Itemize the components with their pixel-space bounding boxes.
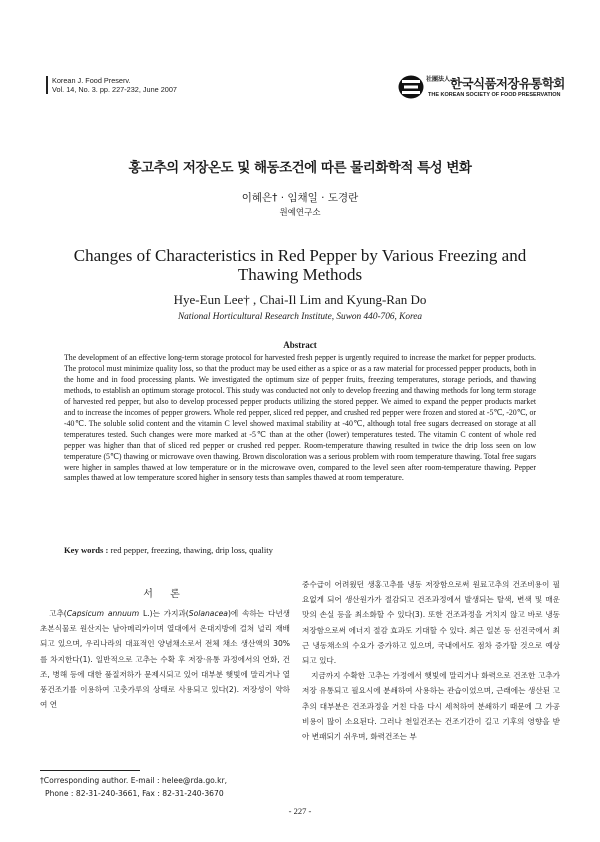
footnote-phone: Phone : 82-31-240-3661, Fax : 82-31-240-3670 (45, 788, 224, 798)
right-paragraph-1: 중수급이 어려웠던 생홍고추를 냉동 저장함으로써 원료고추의 건조비용이 필요없게 되어 생산원가가 절감되고 건조과정에서 발생되는 탈색, 변색 및 매운맛의 손실 등을 최소화할 수 있다(3). 또한 건조과정을 거치지 않고 바로 냉동저장함으로써 에너지 절감 효과도 기대할 수 있다. 최근 일본 등 선진국에서 최근 냉동채소의 수요가 증가하고 있으며, 국내에서도 점차 증가할 것으로 예상되고 있다. (302, 580, 560, 666)
korean-authors: 이혜은† · 임채일 · 도경란 (241, 192, 359, 204)
page-number: - 227 - (288, 806, 312, 816)
section-heading-introduction: 서 론 (143, 589, 187, 600)
english-title-line1: Changes of Characteristics in Red Pepper by Various Freezing and (73, 246, 527, 265)
society-korean-name (426, 74, 565, 92)
abstract-heading: Abstract (283, 340, 317, 350)
footnote (40, 775, 295, 800)
society-logo-icon (398, 75, 424, 99)
footnote-divider (40, 770, 140, 771)
korean-affiliation: 원예연구소 (279, 208, 321, 218)
journal-volume: Vol. 14, No. 3. pp. 227-232, June 2007 (52, 85, 177, 94)
english-authors: Hye-Eun Lee† , Chai-Il Lim and Kyung-Ran Do (173, 292, 427, 307)
right-paragraph-2: 지금까지 수확한 고추는 가정에서 햇빛에 말리거나 화력으로 건조한 고추가 저장 유통되고 필요시에 분쇄하여 사용하는 관습이었으며, 근래에는 생산된 고추의 대부분은 건조과정을 거친 다음 다시 세척하여 분쇄하기 때문에 그 가공비용이 많이 소요된다. 그러나 천일건조는 건조기간이 길고 기후의 영향을 받아 변패되기 쉬우며, 화력건조는 부 (302, 671, 560, 742)
english-title-line2: Thawing Methods (237, 265, 363, 284)
keywords (64, 545, 536, 555)
journal-citation (46, 76, 177, 94)
abstract-body: The development of an effective long-term storage protocol for harvested fresh pepper is urgently required to increase the market for pepper products. The protocol must minimize quality loss, so that the product may be used either as a spice or as a raw material for processed pepper products, both in the home and in food processing plants. We investigated the optimum size of pepper fruits, freezing temperatures, storage periods, and thawing methods, to establish an optimum storage protocol. This study was conducted not only to develop freezing and thawing methods for long term storage of harvested red pepper, but also to develop processed pepper products utilizing the stored pepper. We aimed to expand the pepper products market and to increase the incomes of pepper growers. Whole red pepper, sliced red pepper, and crushed red pepper were frozen and stored at -5℃, -20℃, or -40℃. The soluble solid content and the vitamin C level showed maximal stability at -40℃, although total free sugars decreased on storage at all temperatures tested. Such changes were more marked at -5℃ than at the other (lower) temperatures tested. The vitamin C content of whole red pepper was higher than that of sliced red pepper or crushed red pepper. Room-temperature thawing resulted in twice the drip loss seen on low temperature (5℃) thawing or microwave oven thawing. Brown discoloration was a serious problem with room temperature thawing. Total free sugars were higher in samples thawed at low temperature or in the microwave oven, compared to the level seen after room-temperature thawing. Pepper samples thawed at low temperature scored higher in sensory tests than samples thawed at room temperature. (64, 353, 536, 483)
english-title (40, 246, 560, 284)
left-column-text (40, 606, 290, 712)
society-english-name: THE KOREAN SOCIETY OF FOOD PRESERVATION (428, 92, 561, 98)
society-name: 한국식품저장유통학회 (450, 76, 565, 91)
journal-name: Korean J. Food Preserv. (52, 76, 131, 85)
intro-text-rest: )에 속하는 다년생 초본식물로 원산지는 남아메리카이며 열대에서 온대지방에 걸쳐 널리 재배되고 있으며, 우리나라의 대표적인 양념채소로서 전체 채소 생산액의 30%를 차지한다(1). 일반적으로 고추는 수확 후 저장·유통 과정에서의 연화, 건조, 병해 등에 대한 품질저하가 문제시되고 있어 대부분 햇빛에 말리거나 열풍건조기를 이용하여 고춧가루의 상태로 사용되고 있다(2). 저장성이 약하여 연 (40, 609, 290, 710)
footnote-email: †Corresponding author. E-mail : helee@rda.go.kr, (40, 776, 228, 785)
keywords-list: red pepper, freezing, thawing, drip loss, quality (108, 545, 273, 555)
intro-text-start: 고추( (49, 609, 67, 618)
right-column-text (302, 577, 560, 744)
society-prefix: 社團法人 (426, 76, 451, 83)
korean-title: 홍고추의 저장온도 및 해동조건에 따른 물리화학적 특성 변화 (128, 160, 472, 176)
english-affiliation: National Horticultural Research Institute, Suwon 440-706, Korea (177, 312, 423, 322)
keywords-label: Key words : (64, 545, 109, 555)
scientific-name-capsicum: Capsicum annuum (66, 609, 140, 618)
society-header (398, 74, 565, 104)
scientific-name-solanacea: Solanacea (188, 609, 228, 618)
intro-text-mid: L.)는 가지과( (139, 609, 189, 618)
